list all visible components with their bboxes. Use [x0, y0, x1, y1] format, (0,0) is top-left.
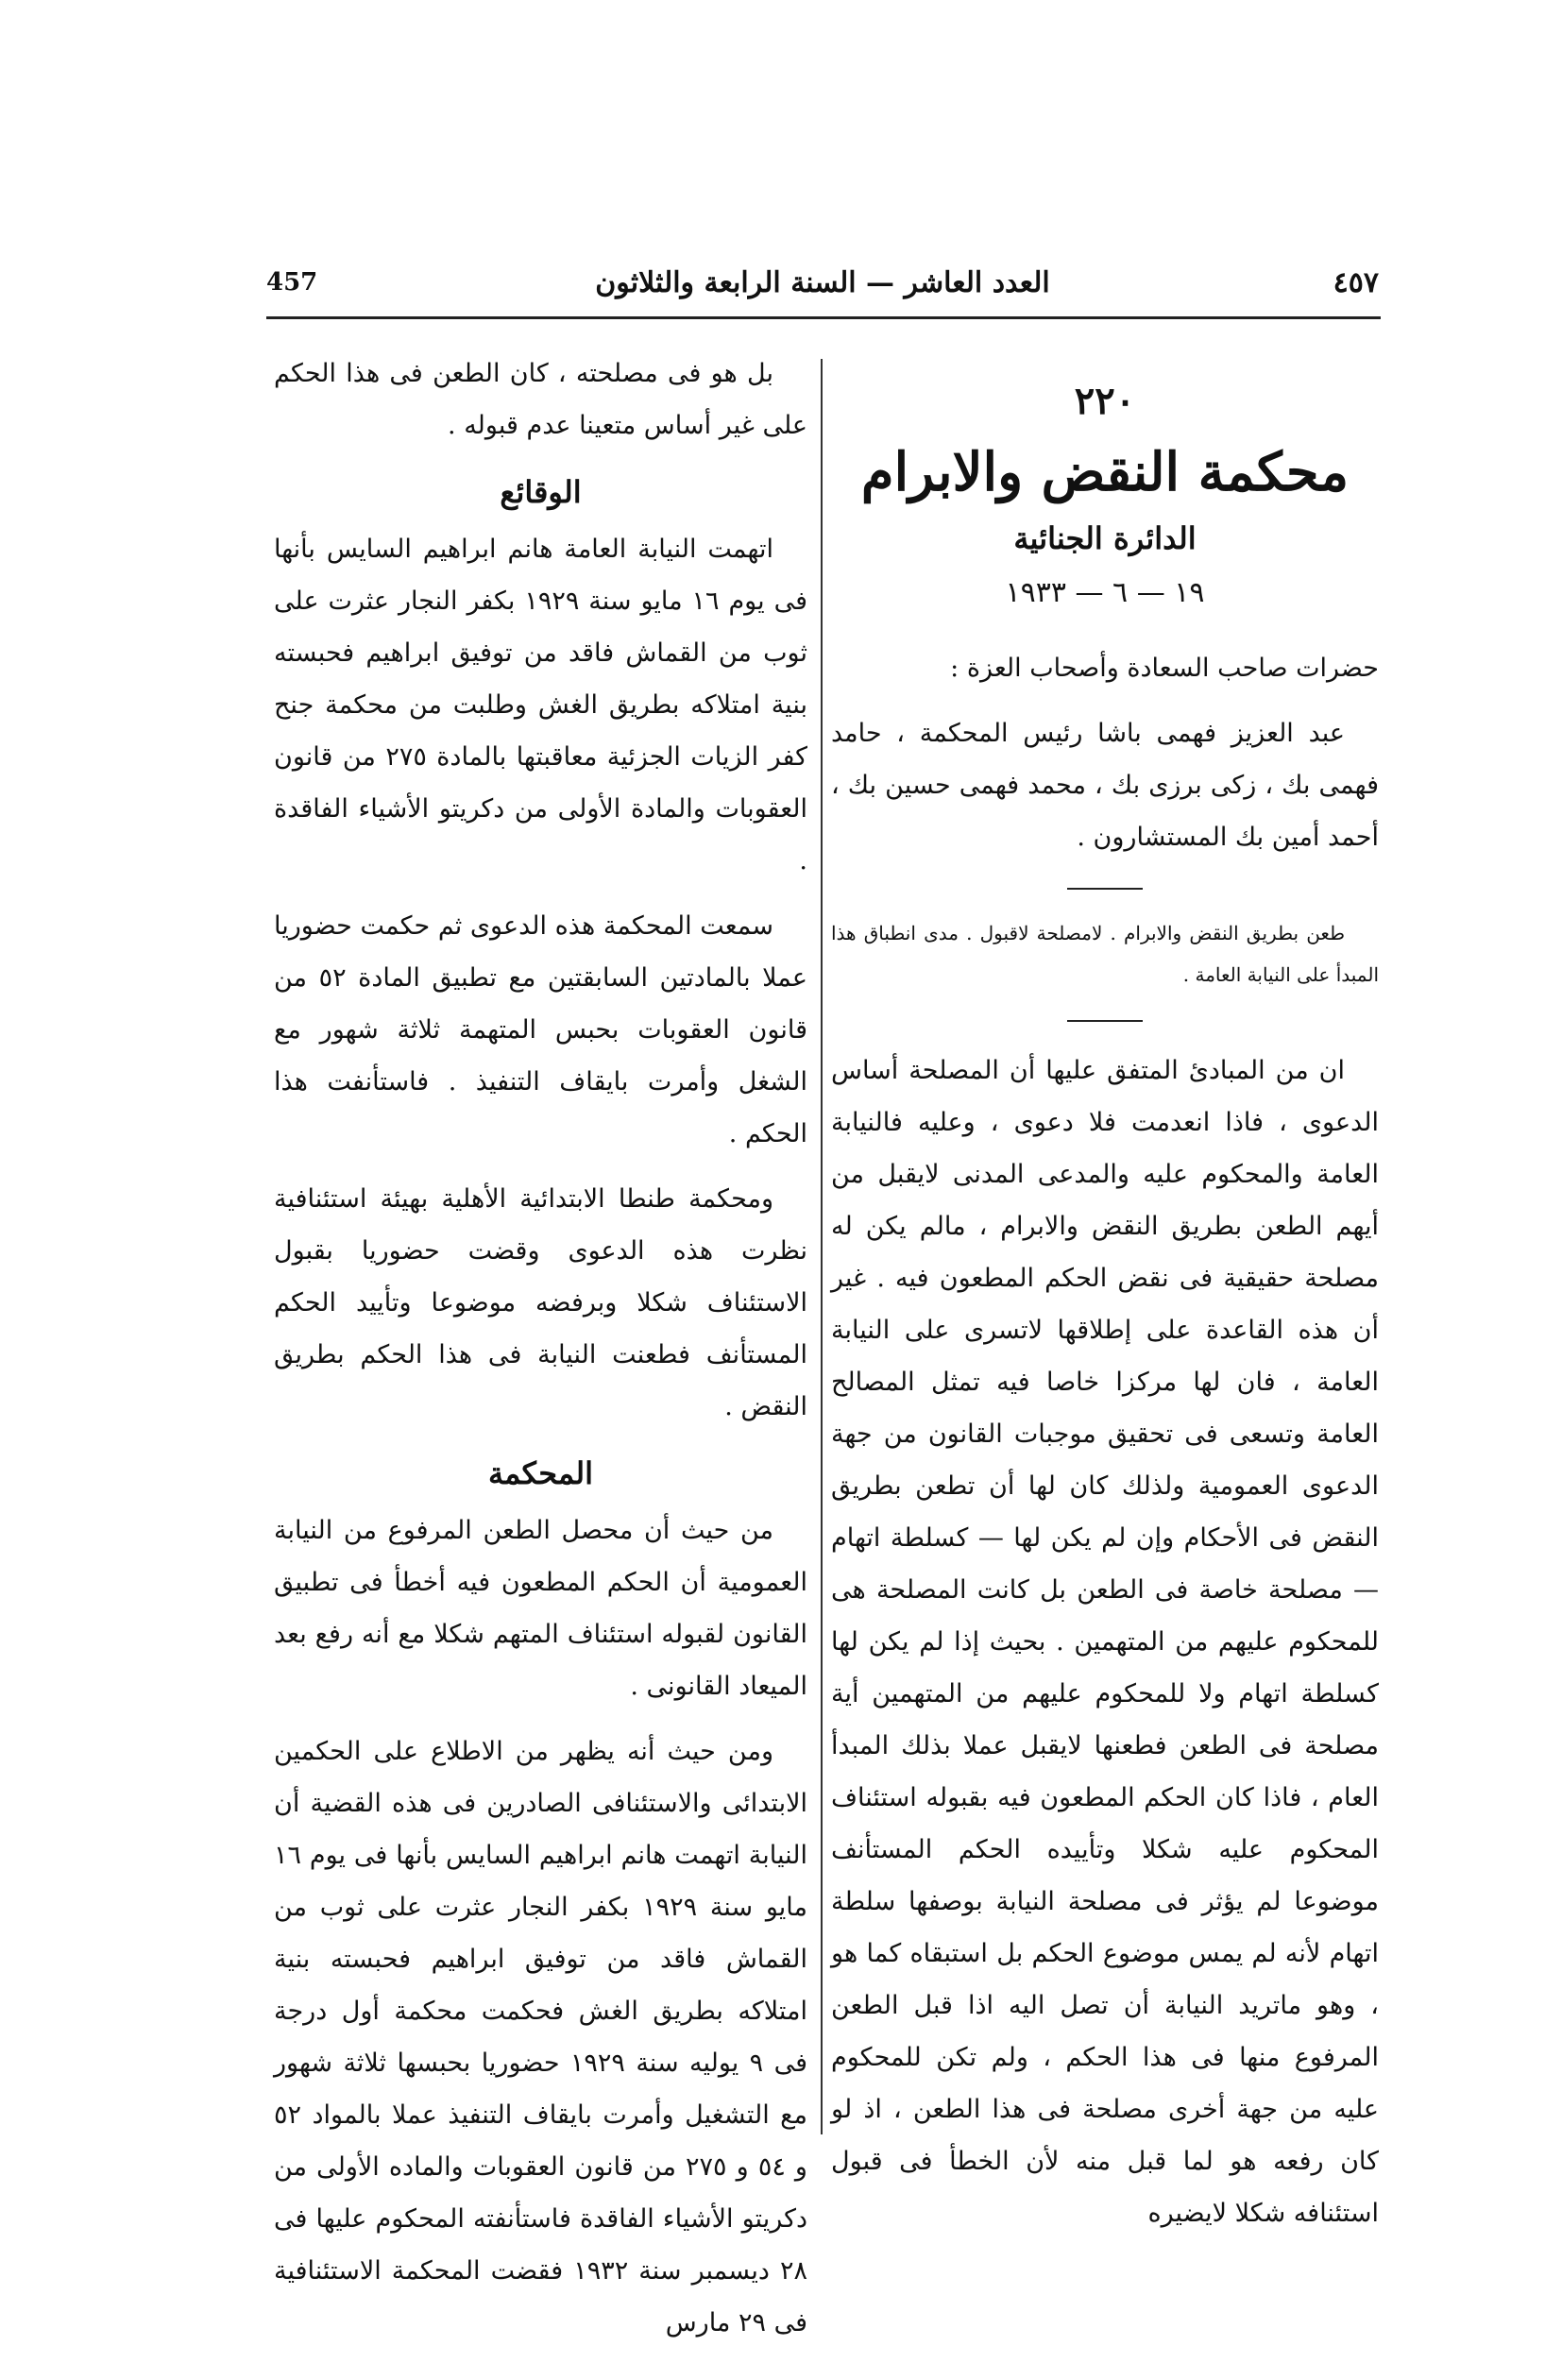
facts-paragraph: ومحكمة طنطا الابتدائية الأهلية بهيئة استئنافية نظرت هذه الدعوى وقضت حضوريا بقبول الاستئناف شكلا وبرفضه موضوعا وتأييد الحكم المستأنف فطعنت النيابة فى هذا الحكم بطريق النقض .	[274, 1184, 807, 1421]
judgment-date: ١٩ — ٦ — ١٩٣٣	[1005, 576, 1205, 609]
running-title: العدد العاشر — السنة الرابعة والثلاثون	[595, 266, 1050, 299]
page-number-arabic: ٤٥٧	[1333, 266, 1379, 299]
section-divider	[1067, 1020, 1143, 1022]
left-column	[274, 348, 807, 2349]
court-name: محكمة النقض والابرام	[860, 441, 1350, 503]
header-rule	[266, 316, 1381, 319]
running-header	[266, 266, 1379, 304]
facts-paragraph: اتهمت النيابة العامة هانم ابراهيم السايس بأنها فى يوم ١٦ مايو سنة ١٩٢٩ بكفر النجار عثرت على ثوب من القماش فاقد من توفيق ابراهيم فحبسته بنية امتلاكه بطريق الغش وطلبت من محكمة جنح كفر الزيات الجزئية معاقبتها بالمادة ٢٧٥ من قانون العقوبات والمادة الأولى من دكريتو الأشياء الفاقدة .	[274, 535, 807, 876]
page-number-latin: 457	[266, 268, 318, 297]
court-heading: المحكمة	[487, 1455, 594, 1491]
section-divider	[1067, 888, 1143, 890]
court-paragraph: من حيث أن محصل الطعن المرفوع من النيابة العمومية أن الحكم المطعون فيه أخطأ فى تطبيق القانون لقبوله استئناف المتهم شكلا مع أنه رفع بعد الميعاد القانونى .	[274, 1516, 807, 1701]
facts-heading: الوقائع	[500, 474, 582, 510]
facts-paragraph: سمعت المحكمة هذه الدعوى ثم حكمت حضوريا عملا بالمادتين السابقتين مع تطبيق المادة ٥٢ من قانون العقوبات بحبس المتهمة ثلاثة شهور مع الشغل وأمرت بايقاف التنفيذ . فاستأنفت هذا الحكم .	[274, 911, 807, 1148]
court-paragraph: ومن حيث أنه يظهر من الاطلاع على الحكمين الابتدائى والاستئنافى الصادرين فى هذه القضية أن النيابة اتهمت هانم ابراهيم السايس بأنها فى يوم ١٦ مايو سنة ١٩٢٩ بكفر النجار عثرت على ثوب من القماش فاقد من توفيق ابراهيم فحبسته بنية امتلاكه بطريق الغش فحكمت محكمة أول درجة فى ٩ يوليه سنة ١٩٢٩ حضوريا بحبسها ثلاثة شهور مع التشغيل وأمرت بايقاف التنفيذ عملا بالمواد ٥٢ و ٥٤ و ٢٧٥ من قانون العقوبات والماده الأولى من دكريتو الأشياء الفاقدة فاستأنفته المحكوم عليها فى ٢٨ ديسمبر سنة ١٩٣٢ فقضت المحكمة الاستئنافية فى ٢٩ مارس	[274, 1737, 807, 2338]
case-number: ٢٢٠	[1074, 379, 1136, 423]
right-column	[831, 359, 1379, 2239]
court-members: عبد العزيز فهمى باشا رئيس المحكمة ، حامد فهمى بك ، زكى برزى بك ، محمد فهمى حسين بك ، أحمد أمين بك المستشارون .	[831, 719, 1379, 852]
chamber-name: الدائرة الجنائية	[1013, 520, 1197, 556]
presence-line: حضرات صاحب السعادة وأصحاب العزة :	[950, 654, 1379, 683]
column-divider	[821, 359, 823, 2134]
case-summary: طعن بطريق النقض والابرام . لامصلحة لاقبول . مدى انطباق هذا المبدأ على النيابة العامة .	[831, 922, 1379, 986]
legal-principle: ان من المبادئ المتفق عليها أن المصلحة أساس الدعوى ، فاذا انعدمت فلا دعوى ، وعليه فالنيابة العامة والمحكوم عليه والمدعى المدنى لايقبل من أيهم الطعن بطريق النقض والابرام ، مالم يكن له مصلحة حقيقية فى نقض الحكم المطعون فيه . غير أن هذه القاعدة على إطلاقها لاتسرى على النيابة العامة ، فان لها مركزا خاصا فيه تمثل المصالح العامة وتسعى فى تحقيق موجبات القانون من جهة الدعوى العمومية ولذلك كان لها أن تطعن بطريق النقض فى الأحكام وإن لم يكن لها — كسلطة اتهام — مصلحة خاصة فى الطعن بل كانت المصلحة هى للمحكوم عليهم من المتهمين . بحيث إذا لم يكن لها كسلطة اتهام ولا للمحكوم عليهم من المتهمين أية مصلحة فى الطعن فطعنها لايقبل عملا بذلك المبدأ العام ، فاذا كان الحكم المطعون فيه بقبوله استئناف المحكوم عليه شكلا وتأييده الحكم المستأنف موضوعا لم يؤثر فى مصلحة النيابة بوصفها سلطة اتهام لأنه لم يمس موضوع الحكم بل استبقاه كما هو ، وهو ماتريد النيابة أن تصل اليه اذا قبل الطعن المرفوع منها فى هذا الحكم ، ولم تكن للمحكوم عليه من جهة أخرى مصلحة فى هذا الطعن ، اذ لو كان رفعه هو لما قبل منه لأن الخطأ فى قبول استئنافه شكلا لايضيره	[831, 1056, 1379, 2228]
continuation-paragraph: بل هو فى مصلحته ، كان الطعن فى هذا الحكم على غير أساس متعينا عدم قبوله .	[274, 359, 807, 440]
